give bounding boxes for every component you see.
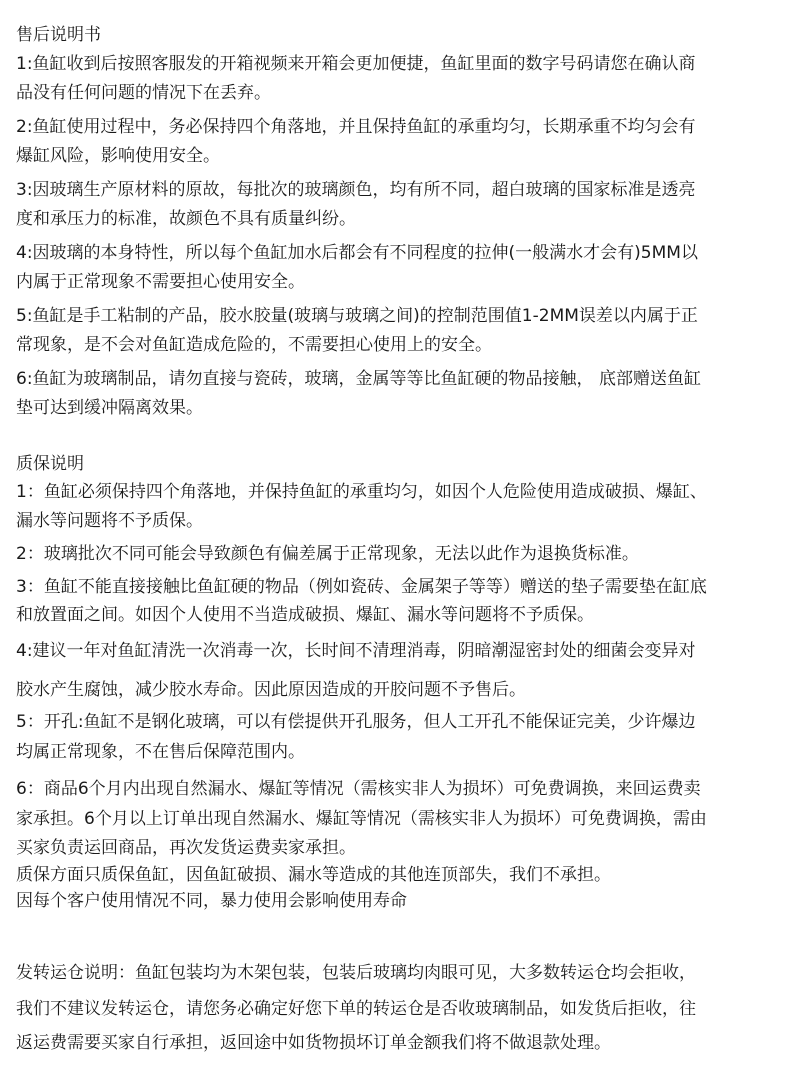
warranty-item-5-line-1: 5：开孔:鱼缸不是钢化玻璃，可以有偿提供开孔服务，但人工开孔不能保证完美，少许爆边 xyxy=(16,712,696,732)
after-sales-title: 售后说明书 xyxy=(16,25,101,45)
warranty-title: 质保说明 xyxy=(16,454,84,474)
after-sales-item-6-line-1: 6:鱼缸为玻璃制品，请勿直接与瓷砖，玻璃，金属等等比鱼缸硬的物品接触， 底部赠送鱼缸 xyxy=(16,369,701,389)
warranty-item-1-line-1: 1：鱼缸必须保持四个角落地，并保持鱼缸的承重均匀，如因个人危险使用造成破损、爆缸、 xyxy=(16,482,707,502)
after-sales-item-3-line-2: 度和承压力的标准，故颜色不具有质量纠纷。 xyxy=(16,209,356,229)
warranty-item-4-line-2: 胶水产生腐蚀，减少胶水寿命。因此原因造成的开胶问题不予售后。 xyxy=(16,680,526,700)
after-sales-item-4-line-2: 内属于正常现象不需要担心使用安全。 xyxy=(16,272,305,292)
warranty-item-2-line-1: 2：玻璃批次不同可能会导致颜色有偏差属于正常现象，无法以此作为退换货标准。 xyxy=(16,544,639,564)
warranty-item-3-line-1: 3：鱼缸不能直接接触比鱼缸硬的物品（例如瓷砖、金属架子等等）赠送的垫子需要垫在缸底 xyxy=(16,577,707,597)
warranty-scope-note: 质保方面只质保鱼缸，因鱼缸破损、漏水等造成的其他连顶部失，我们不承担。 xyxy=(16,865,611,885)
warranty-item-6-line-1: 6：商品6个月内出现自然漏水、爆缸等情况（需核实非人为损坏）可免费调换，来回运费卖 xyxy=(16,779,701,799)
after-sales-item-4-line-1: 4:因玻璃的本身特性，所以每个鱼缸加水后都会有不同程度的拉伸(一般满水才会有)5MM以 xyxy=(16,243,698,263)
transfer-line-1: 发转运仓说明：鱼缸包装均为木架包装，包装后玻璃均肉眼可见，大多数转运仓均会拒收， xyxy=(16,963,696,983)
transfer-line-3: 返运费需要买家自行承担，返回途中如货物损坏订单金额我们将不做退款处理。 xyxy=(16,1033,611,1053)
after-sales-item-2-line-1: 2:鱼缸使用过程中，务必保持四个角落地，并且保持鱼缸的承重均匀，长期承重不均匀会有 xyxy=(16,117,696,137)
warranty-item-5-line-2: 均属正常现象，不在售后保障范围内。 xyxy=(16,742,305,762)
warranty-item-6-line-3: 买家负责运回商品，再次发货运费卖家承担。 xyxy=(16,838,356,858)
after-sales-item-6-line-2: 垫可达到缓冲隔离效果。 xyxy=(16,398,203,418)
after-sales-item-1-line-1: 1:鱼缸收到后按照客服发的开箱视频来开箱会更加便捷，鱼缸里面的数字号码请您在确认商 xyxy=(16,54,696,74)
after-sales-item-2-line-2: 爆缸风险，影响使用安全。 xyxy=(16,146,220,166)
transfer-line-2: 我们不建议发转运仓，请您务必确定好您下单的转运仓是否收玻璃制品，如发货后拒收，往 xyxy=(16,999,696,1019)
after-sales-item-3-line-1: 3:因玻璃生产原材料的原故，每批次的玻璃颜色，均有所不同，超白玻璃的国家标准是透亮 xyxy=(16,180,696,200)
after-sales-item-1-line-2: 品没有任何问题的情况下在丢弃。 xyxy=(16,83,271,103)
warranty-item-3-line-2: 和放置面之间。如因个人使用不当造成破损、爆缸、漏水等问题将不予质保。 xyxy=(16,605,594,625)
after-sales-item-5-line-2: 常现象，是不会对鱼缸造成危险的，不需要担心使用上的安全。 xyxy=(16,335,492,355)
warranty-item-4-line-1: 4:建议一年对鱼缸清洗一次消毒一次，长时间不清理消毒，阴暗潮湿密封处的细菌会变异对 xyxy=(16,641,696,661)
after-sales-item-5-line-1: 5:鱼缸是手工粘制的产品，胶水胶量(玻璃与玻璃之间)的控制范围值1-2MM误差以内属于正 xyxy=(16,306,698,326)
warranty-item-6-line-2: 家承担。6个月以上订单出现自然漏水、爆缸等情况（需核实非人为损坏）可免费调换，需由 xyxy=(16,809,707,829)
warranty-item-1-line-2: 漏水等问题将不予质保。 xyxy=(16,511,203,531)
warranty-usage-note: 因每个客户使用情况不同，暴力使用会影响使用寿命 xyxy=(16,891,407,911)
